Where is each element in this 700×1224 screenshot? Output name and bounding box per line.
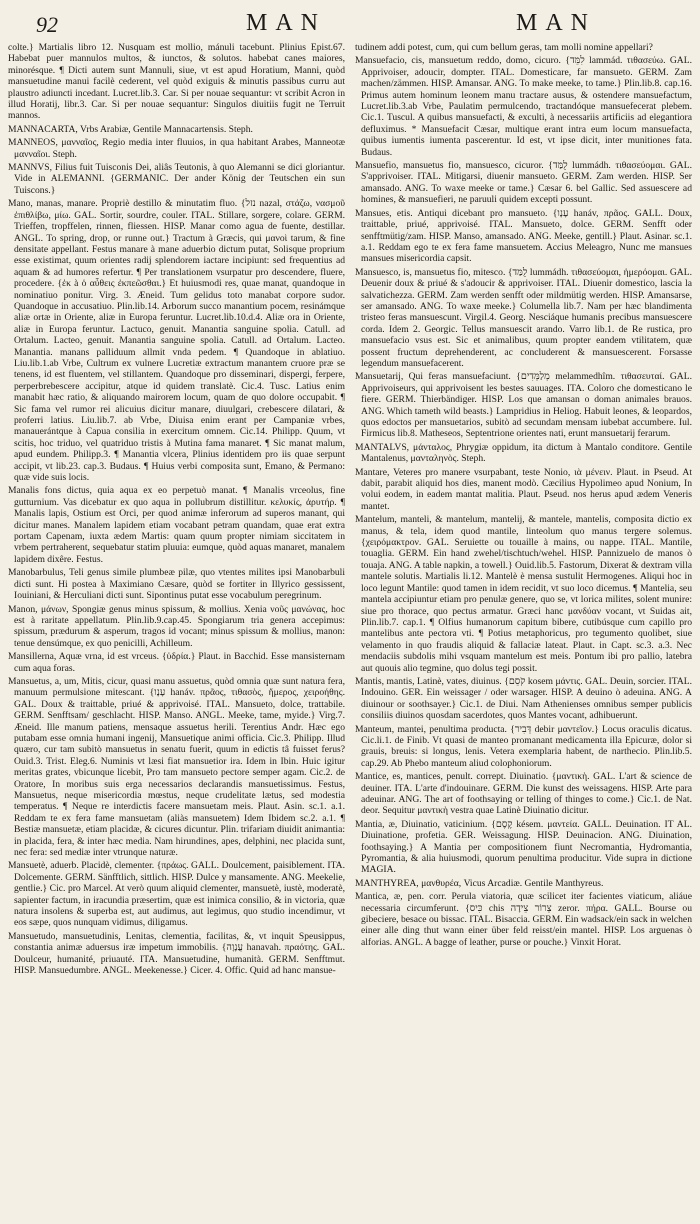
dictionary-entry: Mantis, mantis, Latinè, vates, diuinus. {קֹסֵם kosem μάντις. GAL. Deuin, sorcier. ITAL. Indouino. GER. Ein weissager / oder warsager. HISP. A deuino ò adeuina. ANG. A diuinour or soothsayer.} Cic.1. de Diui. Nam Athenienses omnibus semper publicis consiliis diuinos quosdam sacerdotes, quos Mantes vocant, adhibuerunt. — [355, 675, 692, 722]
dictionary-entry: Manobarbulus, Teli genus simile plumbeæ pilæ, quo vtentes milites ipsi Manobarbuli dicti sunt. Hi postea à Maximiano Cæsare, quòd se fortiter in Illyrico gessissent, Iouiniani, & Herculiani dicti sunt. Sipontinus putat esse vocabulum peregrinum. — [8, 567, 345, 602]
dictionary-entry: Manalis fons dictus, quia aqua ex eo perpetuò manat. ¶ Manalis vrceolus, fine gutturnium. Vas dicebatur ex quo aqua in pollubrum distillitur. κελυκίς, ἀρυτήρ. ¶ Manalis lapis, Ostium est Orci, per quod animæ inferorum ad superos manant, qui dicitur manes. Manalem lapidem etiam vocabant petram quandam, quae erat extra portam Capenam, iuxta ædem Martis: quam quum propter nimiam siccitatem in vrbem pertraherent, sequebatur statim pluuia: eumque, quòd aquas manaret, manalem lapidem dixêre. Festus. — [8, 485, 345, 565]
dictionary-entry: Mansuetè, aduerb. Placidè, clementer. {πράως. GALL. Doulcement, paisiblement. ITA. Dolcemente. GERM. Sänfftlich, sittlich. HISP. Dulce y mansamente. ANG. Meekelie, gentlie.} Cic. pro Marcel. At verò quum aliquid clementer, mansuetè, iustè, moderatè, sapienter factum, in iracundia præsertim, quæ est inimica consilio, & in victoria, quæ natura insolens & superba est, aut audimus, aut legimus, quo studio incendimur, vt eos sæpe, quos nunquam vidimus, diligamus. — [8, 860, 345, 929]
dictionary-entry: Mansillerna, Aquæ vrna, id est vrceus. {ὑδρία.} Plaut. in Bacchid. Esse mansisternam cum aqua foras. — [8, 651, 345, 674]
dictionary-entry: MANNACARTA, Vrbs Arabiæ, Gentile Mannacartensis. Steph. — [8, 123, 253, 135]
dictionary-entry: Mantice, es, mantices, penult. corrept. Diuinatio. {μαντικὴ. GAL. L'art & science de deuiner. ITA. L'arte d'indouinare. GERM. Die kunst des weissagens. HISP. Arte para adeuinar. ANG. The art of foothsaying or telling of thinges to come.} Cic.1. de Nat. deor. Sequitur μαντικὴ vestra quae Latinè Diuinatio dicitur. — [355, 771, 692, 817]
left-column — [8, 42, 345, 1214]
dictionary-entry: Mansuetudo, mansuetudinis, Lenitas, clementia, facilitas, &, vt inquit Speusippus, constantia animæ aduersus iræ impetum immobilis. {עֲנָוָה hanavah. πραότης. GAL. Doulceur, humanité, priuauté. ITA. Mansuetudine, humanità. GERM. Senfftmut. HISP. Mansuedumbre. ANGL. Meekenesse.} Cicer. 4. Offic. Quid ad hanc mansue- — [8, 930, 345, 977]
right-column — [355, 42, 692, 1214]
page-header — [8, 6, 692, 42]
running-head-left: MAN — [246, 10, 327, 36]
dictionary-entry: Mansuetus, a, um, Mitis, cicur, quasi manu assuetus, quòd omnia quæ sunt natura fera, manuum permulsione mitescant. {עָנָו hanáv. πρᾶος, τιθασὸς, ἥμερος, χειροήθης. GAL. Doux & traittable, priué & apprivoisé. ITAL. Mansueto, dolce, trattabile. GERM. Senfftsam/ geschlacht. HISP. Manso. ANGL. Meeke, tame, myide.} Virg.7. Æneid. Ille manum patiens, mensaque assuetus herili. Terentius Andr. Hæc ego putabam esse omnia humani ingenij, Mansuetique animi officia. Cic.3. Philipp. Illud quæro, cur tam subitò mansuetus in senatu fuerit, quum in edictis tâ fuisset ferus? Ouid.3. Trist. Eleg.6. Numinis vt læsi fiat mansuetior ira. Idem in Ibin. Huic igitur meritas grates, vbicunque licebit, Pro tam mansueto pectore semper agam. Cic.2. de Oratore, In moribus suis erga necessarios declarandis mansuetissimus. Festus, Mansuetus, neque misericordia mœstus, neque crudelitate lætus, sed modestia temperatus. ¶ Neque re interdictis facere mansuetam meis. Plaut. Asin. sc.1. a.1. Reddam te ex fera fame mansuetam (aliàs mansuetem) Idem Ibidem sc.2. a.1. ¶ Bestiæ mansuetæ, etiam placidæ, & cicures dicuntur. Plin. trifariam diuidit animantia: in placida, fera, & inter hæc media. Nam hirundines, apes, delphini, nec placida sunt, nec fera: sed mediæ inter vtrunque naturæ. — [8, 675, 345, 859]
dictionary-entry: Mantica, æ, pen. corr. Perula viatoria, quæ scilicet iter facientes viaticum, aliáue necessaria circumferunt. {כִּיס chis צְרוֹר צֵידָה zeror. πήρα. GALL. Bourse ou gibeciere, besace ou bissac. ITAL. Bisaccia. GERM. Ein wadsack/ein sack in welchen einer alle ding thut wann einer über feld reisst/ein mantel. HISP. Los arguenas ò alforias. ANGL. A bagge of leather, purse or pouche.} Vinxit Horat. — [355, 891, 692, 948]
dictionary-entry: MANNVS, Filius fuit Tuisconis Dei, aliâs Teutonis, à quo Alemanni se dici gloriantur. Vide in ALEMANNI. {GERMANIC. Der ander König der Teutschen ein sun Tuiscons.} — [8, 162, 345, 196]
dictionary-entry: Mantia, æ, Diuinatio, vaticinium. {קֶסֶם késem. μαντεία. GALL. Deuination. IT AL. Diuinatione, profetia. GER. Weissagung. HISP. Deuinacion. ANG. Diuination, foothsaying.} A Mantia per compositionem fiunt Necromantia, Hydromantia, Pyromantia, & alia huiusmodi, quorum penultima producitur. Vide supra in dictione MAGIA. — [355, 818, 692, 876]
entry-continuation: tudinem addi potest, cum, qui cum bellum geras, tam molli nomine appellari? — [355, 42, 653, 53]
dictionary-entry: Mansuefio, mansuetus fio, mansuesco, cicuror. {לֻמַּד lummádh. τιθασεύομαι. GAL. S'apprivoiser. ITAL. Mitigarsi, diuenir mansueto. GERM. Zam werden. HISP. Ser amansado. ANG. To waxe meeke or tame.} Cæsar 6. bel Gallic. Sed assuescere ad homines, & mansuefieri, ne paruuli quidem excepti possunt. — [355, 160, 692, 206]
page-number: 92 — [36, 12, 58, 37]
running-head-right: MAN — [516, 10, 597, 36]
dictionary-entry: Mansuefacio, cis, mansuetum reddo, domo, cicuro. {לִמֵּד lammád. τιθασεύω. GAL. Apprivoiser, adoucir, dompter. ITAL. Domesticare, far mansueto. GERM. Zam machen/zämmen. HISP. Amansar. ANG. To make meeke, to tame.} Plin.lib.8. cap.16. Primus autem hominum leonem manu tractare ausus, & ostendere mansuefactum, Lucret.lib.3.ab Vrbe, Paulatim permulcendo, tractandóque mansuefecerat plebem. Cic.1. Tuscul. A quibus mansuefacti, & exculti, à necessariis artificiis ad elegantiora defluximus. * Mansuefacit Cæsar, multique erant intra eum locum mansuefacta, quibus iumentis iumenta pascerentur. Id est, vt ipse dicit, inter munitiones fata. Budaus. — [355, 55, 692, 158]
dictionary-entry: Mansuetarij, Qui feras mansuefaciunt. {מְלַמְּדִים melammedhîm. τιθασευταί. GAL. Apprivoiseurs, qui apprivoisent les bestes sauuages. ITA. Coloro che domesticano le fiere. GERM. Thierbändiger. HISP. Los que amansan o doman animales brauos. ANG. Which tameth wild beasts.} Lampridius in Heliog. Habuit leones, & leopardos, quos edoctos per mansuetarios, subitò ad secundam mensam iubebat accumbere. Iul. Firmicus lib.8. Matheseos, Septentrione orientes nati, erunt mansuetarij ferarum. — [355, 371, 692, 440]
dictionary-entry: Mansues, etis. Antiqui dicebant pro mansueto. {עָנָו hanáv, πρᾶος. GALL. Doux, traittable, priué, apprivoisé. ITAL. Mansueto, dolce. GERM. Senfft oder senfftmütig/zam. HISP. Manso, amansado. ANG. Meeke, gentill.} Plaut. Asinar. sc.1. a.1. Reddam ego te ex fera fame mansuetem. Accius Meleagro, Nunc me mansues mansues misericordia capsit. — [355, 207, 692, 265]
dictionary-entry: MANTHYREA, μανθυρέα, Vicus Arcadiæ. Gentile Manthyreus. — [355, 877, 604, 889]
dictionary-entry: Mantelum, manteli, & mantelum, mantelij, & mantele, mantelis, composita dictio ex manus, & tela, idem quod mantile, linteolum quo manus tergere solemus. {χειρόμακτρον. GAL. Seruiette ou touaille à mains, ou nappe. ITAL. Mantile, touaglia. GERM. Ein hand zwehel/tischtuch/wehel. HISP. Pannizuelo de manos ò touaja. ANG. A table napkin, a towell.} Ouid.lib.5. Fastorum, Dixerat & dextram villa mantele solutis. Martialis li.12. Mantelè è mensa sustulit Hermogenes. Aliqui hoc in loco legunt Mantile: quod tamen in idem recidit, vt suo loco dicemus. ¶ Mantelia, seu mantela accipiuntur etiam pro penulæ genere, quo se, vt lorica milites, solent munire: siue pro thorace, quo pectus armatur. Græci hanc μανδύαν vocant, vt Suidas ait, Plin.lib.7. cap.1. ¶ Olfius humanorum capitum bibere, cutibúsque cum capillo pro mantelibus ante pectora vti. ¶ Potius metaphoricus, pro tegumento quolibet, siue velamento in quo fraudis aliquid & fallaciæ lateat. Plaut. in Capt. sc.3. a.3. Nec mendaciis subdolis mihi vsquam mantelum est meis. Pontum ibi pro pallio, latebra aut quouis alio tegmine, quo dolus tegi possit. — [355, 514, 692, 674]
dictionary-entry: Mantare, Veteres pro manere vsurpabant, teste Nonio, ιὰ μένειν. Plaut. in Pseud. At dabit, parabit aliquid hos dies, manent modò. Cæcilius Hypolimeo apud Nonium, In volui eodem, in eadem mantat malitia. Plaut. Pseud. nos herus apud ædem Veneris mantet. — [355, 466, 692, 512]
dictionary-entry: Mano, manas, manare. Propriè destillo & minutatim fluo. {נזל nazal, στάζω, νασμοῦ ἐπιθλίβω, μίω. GAL. Sortir, sourdre, couler. ITAL. Stillare, sorgere, colare. GERM. Trieffen, tropffelen, rinnen, fliessen. HISP. Manar como agua de fuente, destillar. ANGL. To spring, drop, or runne out.} Tractum à Græcis, qui μανοὶ tarum, & fine densitate appellant. Festus manare à mane aduerbio dictum putat, Solisque proprium esse existimat, quum orientes radij splendorem iactare incipiunt: sed frequentius ad aquam & ad humores refertur. ¶ Per translationem vsurpatur pro descendere, fluere, procedere. {ἐκ à ὁ αὖθεις ἐκπεῶσθαι.} Et huiusmodi res, quae manat, quandoque in nominatiuo ponitur. Virg. 3. Æneid. Tum gelidus toto manabat corpore sudor. Quandoque in accusatiuo. Plin.lib.14. Arborum succo manantium pocem, resinámque aliæ ortæ in Oriente, aliæ in Europa feruntur. Lucret.lib.10.d.4. Aliæ ora in Oriente, aliæ in Europa feruntur. Lactuco, genuit. Manantia sanguine spolia. Catull. ad Ortalum. Lacteo, genuit. Manantia sanguine spolia. Catull. ad Ortalum. Lacteo. Manantia. manans palliduum allmit vnda pedem. ¶ Quandoque in ablatiuo. Liu.lib.1.ab Vrbe, Cultrum ex vulnere Lucretiæ extractum manantem cruore præ se tenens, id est fluentem, vel stillantem. Quandoque pro disseminari, dispergi, ferpere, perperbrebescere accipitur, atque id quidem translatè. Cic.4. Tusc. Latius enim manabit hæc ratio, & aliquando mairorem locum, quam de quo dolore occupabit. ¶ Sic fama vel rumor rei alicuius dicitur manare, diuulgari, crebescere dilatari, & proferri latius. Liu.lib.7. ab Vrbe, Diuisa enim erant per Campaniæ vrbes, manauerántque à Capua consilia in exercitum omnem. Cic.14. Philipp. Quum, vt scitis, hoc triduo, vel quatriduo tristis à Mutina fama manaret. ¶ Sic manat malum, apud eundem. Philipp.3. ¶ Manantia vlcera, Plinius identidem pro iis quae serpunt accipit, vt lib.23. cap.3. Budaus. ¶ Huius verbi composita sunt, Emano, & Permano: quæ vide suis locis. — [8, 198, 345, 484]
dictionary-entry: MANNEOS, μανναῖος, Regio media inter fluuios, in qua habitant Arabes, Manneotæ μανναῖοι. Steph. — [8, 137, 345, 160]
dictionary-entry: Manon, μάνων, Spongiæ genus minus spissum, & mollius. Xenia νοῦς μανώνας, hoc est à raritate appellatum. Plin.lib.9.cap.45. Spongiarum tria genera accepimus: spissum, prædurum & asperum, tragos id vocant; minus spissum & mollius, manon: tenue densúmque, ex quo penicilli, Achilleum. — [8, 603, 345, 649]
dictionary-entry: Mansuesco, is, mansuetus fio, mitesco. {לֻמַּד lummádh. τιθασεύομαι, ἡμερόομαι. GAL. Deuenir doux & priué & s'adoucir & apprivoiser. ITAL. Diuenir domestico, lascia la salvatichezza. GERM. Zam werden senfft oder mildmütig werden. HISP. Amansarse, ser amansado. ANG. To waxe meeke.} Columella lib.7. Nam per hæc blandimenta tristeo feras mansuescunt. Virgil.4. Georg. Nesciáque humanis precibus mansuescere corda. Idem 2. Georgic. Tellus mansuescit arando. Varro lib.1. de Re rustica, pro mansuefacio vsus est. Sic et animalibus, quum propter eandem vtilitatem, quæ possent fructum deprehenderent, ac concluderent & mansuescerent. Forsasse legendum mansuefacerent. — [355, 266, 692, 369]
entry-continuation: colte.} Martialis libro 12. Nusquam est mollio, mánuli tacebunt. Plinius Epist.67. Habebat puer mannulos multos, & iunctos, & solutos. habebat canes maiores, minorésque. ¶ Dicti autem sunt Mannuli, siue, vt est apud Horatium, Manni, quòd mansuetudine manui facilè cederent, vel quòd exiguis & minutis passibus curru aut plaustro adiuncti incedant. Lucret.lib.3. Car. Si per nouae sequantur: vt scribit Acron in illud Horatij, libr.3. Car. Si per nouae sequantur: Singulos diuitiis fugit ne Terruit mannos. — [8, 42, 345, 122]
text-columns — [8, 42, 692, 1214]
dictionary-entry: MANTALVS, μάνταλος, Phrygiæ oppidum, ita dictum à Mantalo conditore. Gentile Mantalenus, μανταληνὸς. Steph. — [355, 441, 692, 465]
dictionary-entry: Manteum, mantei, penultima producta. {דְּבִיר debir μαντεῖον.} Locus oraculis dicatus. Cic.li.1. de Finib. Vt quasi de manteo promanant medicamenta illa Epicuræ, dolor si grauis, breuis: si longus, lenis. Vetera exemplaria habent, de narthecio. Plin.lib.5. cap.29. Ab Phebo manteum aliud colophoniorum. — [355, 723, 692, 769]
